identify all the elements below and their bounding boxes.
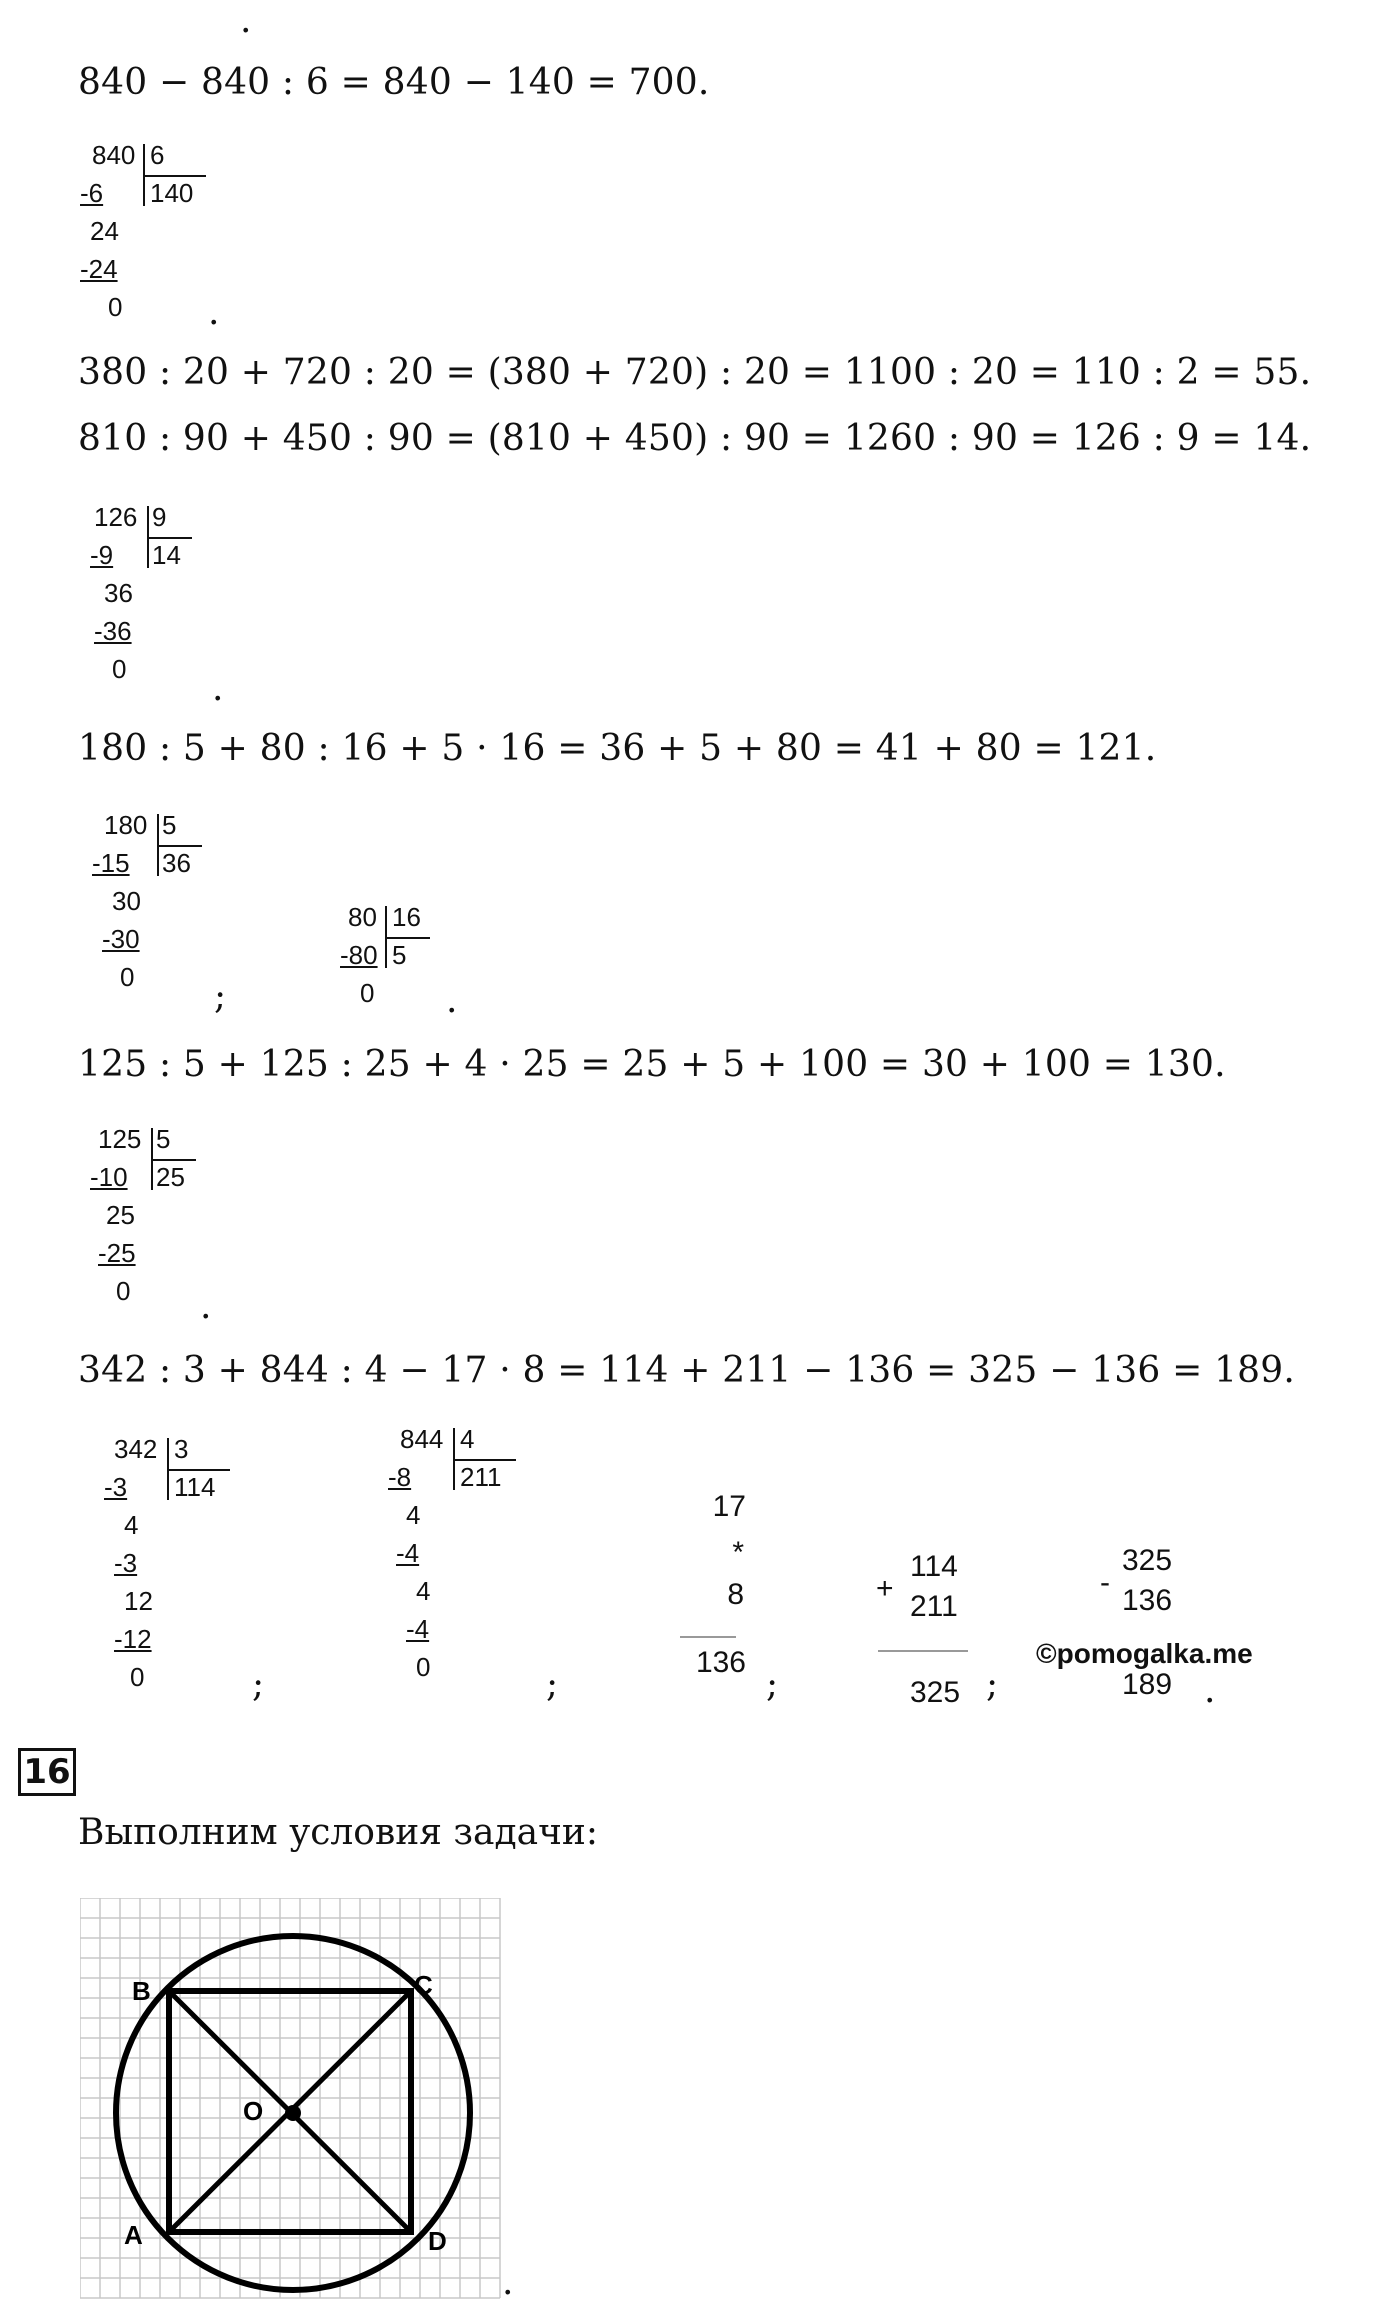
difference: 189 <box>1122 1668 1173 1701</box>
task-intro: Выполним условия задачи: <box>78 1812 599 1853</box>
step: -3 <box>114 1548 138 1578</box>
division-hline <box>152 1159 196 1161</box>
quotient: 114 <box>174 1472 216 1502</box>
watermark: ©pomogalka.me <box>1036 1638 1253 1669</box>
equation-1: 840 − 840 : 6 = 840 − 140 = 700. <box>78 62 710 103</box>
step: -15 <box>92 848 130 878</box>
separator-semicolon: ; <box>766 1664 779 1705</box>
end-dot: . <box>200 1286 212 1327</box>
step: -8 <box>388 1462 412 1492</box>
long-division-342-3 <box>104 1434 244 1714</box>
quotient: 140 <box>150 178 194 208</box>
stray-dot: . <box>240 0 252 41</box>
equation-6: 342 : 3 + 844 : 4 − 17 · 8 = 114 + 211 − 136 = 325 − 136 = 189. <box>78 1350 1296 1391</box>
quotient: 211 <box>460 1462 502 1492</box>
step: 0 <box>416 1652 431 1682</box>
column-multiplication <box>680 1490 760 1710</box>
equation-5: 125 : 5 + 125 : 25 + 4 · 25 = 25 + 5 + 100 = 30 + 100 = 130. <box>78 1044 1226 1085</box>
end-dot: . <box>446 980 458 1021</box>
addend-a: 114 <box>910 1550 958 1583</box>
step: -6 <box>80 178 104 208</box>
divisor: 6 <box>150 140 165 170</box>
step: -4 <box>396 1538 420 1568</box>
step: 4 <box>124 1510 139 1540</box>
dividend: 180 <box>104 810 148 840</box>
long-division-80-16 <box>340 902 450 1012</box>
step: 12 <box>124 1586 153 1616</box>
dividend: 125 <box>98 1124 142 1154</box>
step: -25 <box>98 1238 136 1268</box>
step: -24 <box>80 254 118 284</box>
divisor: 5 <box>162 810 177 840</box>
column-addition <box>876 1550 986 1720</box>
label-a: A <box>124 2220 143 2250</box>
end-dot: . <box>212 668 224 709</box>
result-line <box>680 1636 736 1638</box>
step: -12 <box>114 1624 152 1654</box>
step: 0 <box>108 292 123 322</box>
separator-semicolon: ; <box>986 1664 999 1705</box>
dividend: 342 <box>114 1434 158 1464</box>
label-c: C <box>414 1970 433 2000</box>
end-dot: . <box>502 2262 514 2303</box>
division-hline <box>386 937 430 939</box>
step: 25 <box>106 1200 135 1230</box>
equation-3: 810 : 90 + 450 : 90 = (810 + 450) : 90 = 1260 : 90 = 126 : 9 = 14. <box>78 418 1312 459</box>
minus-sign: - <box>1100 1566 1110 1599</box>
plus-sign: + <box>876 1572 894 1605</box>
divisor: 16 <box>392 902 421 932</box>
sum: 325 <box>910 1676 961 1709</box>
quotient: 5 <box>392 940 407 970</box>
divisor: 5 <box>156 1124 171 1154</box>
label-o: O <box>243 2096 264 2126</box>
multiply-sign: * <box>732 1536 744 1569</box>
divisor: 9 <box>152 502 167 532</box>
step: 0 <box>120 962 135 992</box>
label-d: D <box>428 2226 447 2256</box>
minuend: 325 <box>1122 1544 1173 1577</box>
dividend: 844 <box>400 1424 444 1454</box>
addend-b: 211 <box>910 1590 958 1623</box>
divisor: 3 <box>174 1434 189 1464</box>
end-dot: . <box>1204 1670 1216 1711</box>
dividend: 840 <box>92 140 136 170</box>
quotient: 14 <box>152 540 181 570</box>
equation-2: 380 : 20 + 720 : 20 = (380 + 720) : 20 = 1100 : 20 = 110 : 2 = 55. <box>78 352 1312 393</box>
division-hline <box>144 175 206 177</box>
step: -3 <box>104 1472 128 1502</box>
long-division-840-6 <box>80 140 210 340</box>
step: 24 <box>90 216 119 246</box>
factor-b: 8 <box>727 1578 744 1611</box>
step: -4 <box>406 1614 430 1644</box>
quotient: 25 <box>156 1162 185 1192</box>
step: 0 <box>130 1662 145 1692</box>
factor-a: 17 <box>712 1490 746 1523</box>
division-hline <box>454 1459 516 1461</box>
equation-4: 180 : 5 + 80 : 16 + 5 · 16 = 36 + 5 + 80 = 41 + 80 = 121. <box>78 728 1157 769</box>
column-subtraction <box>1100 1544 1210 1714</box>
step: 30 <box>112 886 141 916</box>
step: -36 <box>94 616 132 646</box>
step: 36 <box>104 578 133 608</box>
separator-semicolon: ; <box>214 976 227 1017</box>
long-division-180-5 <box>92 810 222 1010</box>
step: -9 <box>90 540 114 570</box>
step: 4 <box>416 1576 431 1606</box>
dividend: 126 <box>94 502 138 532</box>
division-hline <box>168 1469 230 1471</box>
center-point-o <box>285 2105 301 2121</box>
step: 0 <box>116 1276 131 1306</box>
result-line <box>878 1650 968 1652</box>
label-b: B <box>132 1976 151 2006</box>
end-dot: . <box>208 292 220 333</box>
task-number-box: 16 <box>18 1748 76 1796</box>
division-hline <box>148 537 192 539</box>
divisor: 4 <box>460 1424 475 1454</box>
quotient: 36 <box>162 848 191 878</box>
step: -30 <box>102 924 140 954</box>
subtrahend: 136 <box>1122 1584 1173 1617</box>
step: 4 <box>406 1500 421 1530</box>
separator-semicolon: ; <box>252 1664 265 1705</box>
separator-semicolon: ; <box>546 1664 559 1705</box>
long-division-844-4 <box>388 1424 528 1704</box>
step: 0 <box>360 978 375 1008</box>
long-division-126-9 <box>90 502 220 702</box>
step: -10 <box>90 1162 128 1192</box>
division-hline <box>158 845 202 847</box>
dividend: 80 <box>348 902 377 932</box>
square-in-circle-figure <box>80 1898 520 2308</box>
step: -80 <box>340 940 378 970</box>
step: 0 <box>112 654 127 684</box>
product: 136 <box>695 1646 746 1679</box>
